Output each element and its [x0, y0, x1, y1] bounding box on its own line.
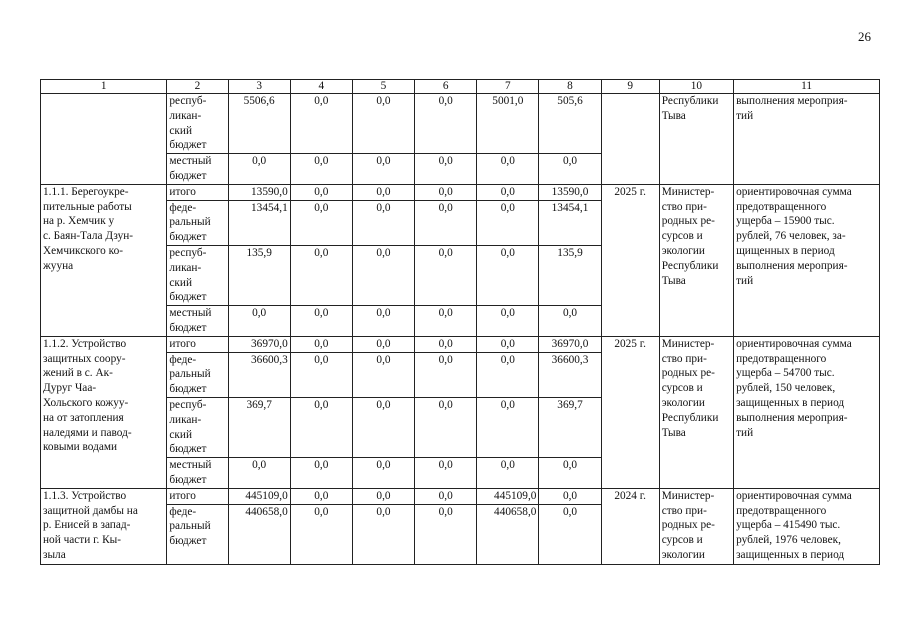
executor-cell: Республики Тыва	[659, 94, 733, 185]
value-cell: 36600,3	[228, 352, 290, 397]
value-cell: 0,0	[290, 94, 352, 154]
value-cell: 0,0	[415, 397, 477, 457]
result-cell: ориентировочная сумма предотвращенного ущерба – 15900 тыс. рублей, 76 человек, за- щищенных в период выполнения мероприя- тий	[734, 184, 880, 336]
value-cell: 0,0	[290, 352, 352, 397]
executor-cell: Министер- ство при- родных ре- сурсов и экологии	[659, 488, 733, 564]
value-cell: 13454,1	[539, 200, 601, 245]
col-number: 1	[41, 80, 167, 94]
value-cell: 135,9	[228, 245, 290, 305]
value-cell: 0,0	[352, 336, 414, 352]
table-row	[41, 94, 880, 154]
value-cell: 0,0	[477, 306, 539, 337]
value-cell: 5506,6	[228, 94, 290, 154]
value-cell: 445109,0	[228, 488, 290, 504]
col-number: 9	[601, 80, 659, 94]
funding-source: феде- ральный бюджет	[167, 200, 228, 245]
result-cell: ориентировочная сумма предотвращенного ущерба – 415490 тыс. рублей, 1976 человек, защищенных в период	[734, 488, 880, 564]
value-cell: 0,0	[290, 397, 352, 457]
value-cell: 0,0	[415, 200, 477, 245]
value-cell: 0,0	[290, 200, 352, 245]
value-cell: 0,0	[415, 245, 477, 305]
value-cell: 0,0	[352, 504, 414, 564]
value-cell: 0,0	[352, 306, 414, 337]
value-cell: 0,0	[539, 504, 601, 564]
value-cell: 0,0	[415, 458, 477, 489]
value-cell: 0,0	[352, 154, 414, 185]
col-number: 6	[415, 80, 477, 94]
executor-cell: Министер- ство при- родных ре- сурсов и экологии Республики Тыва	[659, 336, 733, 488]
value-cell: 445109,0	[477, 488, 539, 504]
result-cell: выполнения мероприя- тий	[734, 94, 880, 185]
value-cell: 0,0	[352, 94, 414, 154]
col-number: 11	[734, 80, 880, 94]
value-cell: 0,0	[228, 154, 290, 185]
value-cell: 505,6	[539, 94, 601, 154]
value-cell: 0,0	[290, 184, 352, 200]
value-cell: 0,0	[352, 245, 414, 305]
value-cell: 0,0	[415, 504, 477, 564]
col-number: 5	[352, 80, 414, 94]
value-cell: 0,0	[290, 458, 352, 489]
value-cell: 0,0	[228, 458, 290, 489]
value-cell: 0,0	[352, 200, 414, 245]
value-cell: 36600,3	[539, 352, 601, 397]
result-cell: ориентировочная сумма предотвращенного ущерба – 54700 тыс. рублей, 150 человек, защищенных в период выполнения мероприя- тий	[734, 336, 880, 488]
value-cell: 0,0	[290, 504, 352, 564]
value-cell: 0,0	[477, 245, 539, 305]
measure-name-cell	[41, 94, 167, 185]
value-cell: 0,0	[415, 94, 477, 154]
value-cell: 0,0	[477, 397, 539, 457]
deadline-cell: 2025 г.	[601, 184, 659, 336]
value-cell: 0,0	[415, 306, 477, 337]
funding-source: итого	[167, 336, 228, 352]
value-cell: 0,0	[352, 352, 414, 397]
table-row	[41, 336, 880, 352]
column-number-row	[41, 80, 880, 94]
value-cell: 13590,0	[539, 184, 601, 200]
value-cell: 0,0	[477, 200, 539, 245]
executor-cell: Министер- ство при- родных ре- сурсов и экологии Республики Тыва	[659, 184, 733, 336]
funding-source: респуб- ликан- ский бюджет	[167, 94, 228, 154]
funding-source: респуб- ликан- ский бюджет	[167, 397, 228, 457]
funding-source: местный бюджет	[167, 306, 228, 337]
value-cell: 0,0	[539, 306, 601, 337]
value-cell: 0,0	[539, 154, 601, 185]
value-cell: 0,0	[352, 397, 414, 457]
value-cell: 0,0	[290, 488, 352, 504]
value-cell: 369,7	[539, 397, 601, 457]
value-cell: 13590,0	[228, 184, 290, 200]
measure-name-cell: 1.1.1. Берегоукре- пительные работы на р. Хемчик у с. Баян-Тала Дзун- Хемчикского ко- жууна	[41, 184, 167, 336]
funding-source: итого	[167, 488, 228, 504]
value-cell: 0,0	[539, 488, 601, 504]
col-number: 7	[477, 80, 539, 94]
measure-name-cell: 1.1.3. Устройство защитной дамбы на р. Енисей в запад- ной части г. Кы- зыла	[41, 488, 167, 564]
value-cell: 0,0	[415, 154, 477, 185]
value-cell: 135,9	[539, 245, 601, 305]
value-cell: 0,0	[477, 458, 539, 489]
value-cell: 0,0	[352, 458, 414, 489]
value-cell: 0,0	[415, 336, 477, 352]
funding-source: феде- ральный бюджет	[167, 504, 228, 564]
value-cell: 5001,0	[477, 94, 539, 154]
col-number: 10	[659, 80, 733, 94]
value-cell: 0,0	[228, 306, 290, 337]
value-cell: 0,0	[290, 336, 352, 352]
value-cell: 0,0	[352, 184, 414, 200]
value-cell: 0,0	[415, 488, 477, 504]
value-cell: 440658,0	[477, 504, 539, 564]
table-row	[41, 184, 880, 200]
col-number: 8	[539, 80, 601, 94]
table-row	[41, 488, 880, 504]
col-number: 2	[167, 80, 228, 94]
value-cell: 0,0	[415, 352, 477, 397]
measure-name-cell: 1.1.2. Устройство защитных соору- жений в с. Ак- Дуруг Чаа- Хольского кожуу- на от затопления наледями и павод- ковыми водами	[41, 336, 167, 488]
funding-source: итого	[167, 184, 228, 200]
value-cell: 0,0	[290, 245, 352, 305]
value-cell: 440658,0	[228, 504, 290, 564]
value-cell: 0,0	[539, 458, 601, 489]
value-cell: 0,0	[477, 352, 539, 397]
value-cell: 0,0	[415, 184, 477, 200]
deadline-cell: 2024 г.	[601, 488, 659, 564]
funding-source: феде- ральный бюджет	[167, 352, 228, 397]
deadline-cell: 2025 г.	[601, 336, 659, 488]
value-cell: 0,0	[352, 488, 414, 504]
value-cell: 369,7	[228, 397, 290, 457]
page-number: 26	[858, 29, 871, 44]
col-number: 4	[290, 80, 352, 94]
value-cell: 0,0	[290, 154, 352, 185]
funding-source: местный бюджет	[167, 154, 228, 185]
value-cell: 0,0	[477, 154, 539, 185]
value-cell: 0,0	[290, 306, 352, 337]
program-table	[40, 79, 880, 565]
funding-source: респуб- ликан- ский бюджет	[167, 245, 228, 305]
value-cell: 0,0	[477, 184, 539, 200]
deadline-cell	[601, 94, 659, 185]
value-cell: 36970,0	[539, 336, 601, 352]
value-cell: 13454,1	[228, 200, 290, 245]
value-cell: 36970,0	[228, 336, 290, 352]
value-cell: 0,0	[477, 336, 539, 352]
funding-source: местный бюджет	[167, 458, 228, 489]
col-number: 3	[228, 80, 290, 94]
